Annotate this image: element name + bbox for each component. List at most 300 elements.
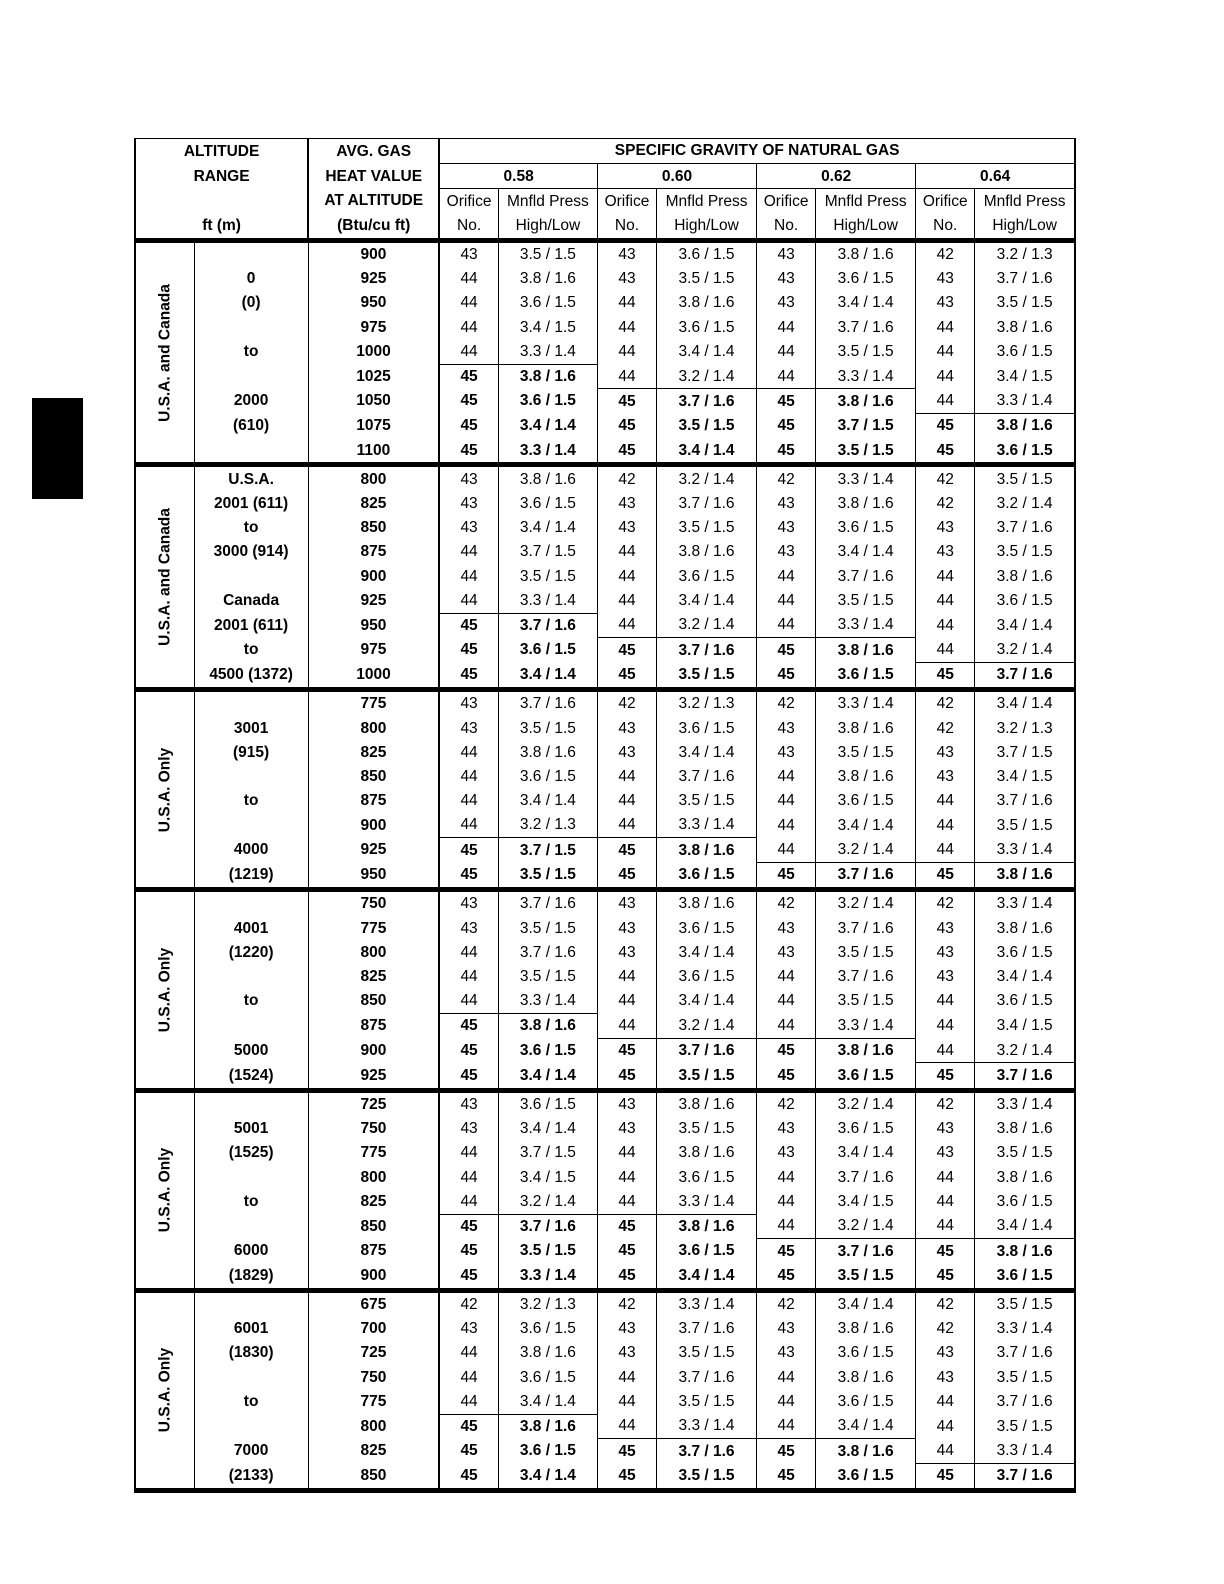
heat-value: 950 bbox=[308, 291, 439, 315]
manifold-pressure: 3.3 / 1.4 bbox=[975, 1317, 1075, 1341]
orifice-no: 43 bbox=[597, 516, 656, 540]
heat-value: 675 bbox=[308, 1290, 439, 1317]
orifice-no: 44 bbox=[597, 965, 656, 989]
table-row bbox=[135, 662, 1075, 689]
orifice-no: 43 bbox=[439, 716, 498, 740]
manifold-pressure: 3.7 / 1.6 bbox=[816, 1165, 916, 1189]
altitude-range-text bbox=[194, 1214, 308, 1239]
manifold-pressure: 3.5 / 1.5 bbox=[656, 414, 756, 439]
orifice-header-no: No. bbox=[757, 214, 816, 241]
orifice-no: 43 bbox=[597, 492, 656, 516]
altitude-range-text: 5000 bbox=[194, 1038, 308, 1063]
orifice-no: 44 bbox=[757, 364, 816, 389]
table-row bbox=[135, 340, 1075, 365]
orifice-no: 44 bbox=[439, 965, 498, 989]
orifice-no: 42 bbox=[597, 465, 656, 492]
orifice-no: 42 bbox=[757, 890, 816, 917]
page-side-tab bbox=[32, 398, 83, 499]
orifice-no: 44 bbox=[597, 315, 656, 339]
orifice-no: 44 bbox=[439, 291, 498, 315]
manifold-pressure: 3.7 / 1.6 bbox=[816, 916, 916, 940]
orifice-no: 45 bbox=[439, 389, 498, 414]
orifice-no: 45 bbox=[916, 1263, 975, 1290]
heat-value: 900 bbox=[308, 1038, 439, 1063]
orifice-no: 45 bbox=[439, 1239, 498, 1264]
table-row bbox=[135, 1038, 1075, 1063]
orifice-no: 44 bbox=[916, 1014, 975, 1039]
altitude-range-text bbox=[194, 1090, 308, 1117]
manifold-pressure: 3.4 / 1.4 bbox=[656, 588, 756, 613]
manifold-pressure: 3.7 / 1.5 bbox=[498, 540, 597, 564]
orifice-no: 43 bbox=[597, 716, 656, 740]
orifice-no: 42 bbox=[916, 1090, 975, 1117]
orifice-no: 44 bbox=[916, 1038, 975, 1063]
orifice-no: 45 bbox=[916, 1063, 975, 1090]
manifold-pressure: 3.6 / 1.5 bbox=[498, 1365, 597, 1389]
altitude-range-text: 4500 (1372) bbox=[194, 662, 308, 689]
manifold-pressure: 3.8 / 1.6 bbox=[816, 1439, 916, 1464]
orifice-no: 44 bbox=[916, 389, 975, 414]
manifold-pressure: 3.4 / 1.4 bbox=[498, 789, 597, 813]
orifice-no: 44 bbox=[916, 1439, 975, 1464]
orifice-no: 45 bbox=[757, 1463, 816, 1490]
sg-value-1: 0.60 bbox=[597, 164, 756, 189]
altitude-range-text: 3000 (914) bbox=[194, 540, 308, 564]
manifold-pressure: 3.5 / 1.5 bbox=[975, 1141, 1075, 1165]
orifice-no: 44 bbox=[757, 340, 816, 365]
table-row bbox=[135, 540, 1075, 564]
altitude-header-line4: ft (m) bbox=[135, 214, 308, 241]
manifold-pressure: 3.5 / 1.5 bbox=[975, 540, 1075, 564]
manifold-pressure: 3.3 / 1.4 bbox=[975, 389, 1075, 414]
orifice-no: 44 bbox=[757, 1165, 816, 1189]
orifice-no: 43 bbox=[597, 916, 656, 940]
manifold-pressure: 3.6 / 1.5 bbox=[656, 716, 756, 740]
manifold-pressure: 3.3 / 1.4 bbox=[656, 1290, 756, 1317]
table-row bbox=[135, 613, 1075, 638]
heat-value: 750 bbox=[308, 890, 439, 917]
orifice-no: 45 bbox=[439, 613, 498, 638]
orifice-no: 45 bbox=[597, 1063, 656, 1090]
altitude-range-text: 4000 bbox=[194, 838, 308, 863]
orifice-no: 44 bbox=[597, 588, 656, 613]
orifice-no: 43 bbox=[757, 916, 816, 940]
orifice-no: 43 bbox=[757, 240, 816, 267]
orifice-no: 43 bbox=[916, 765, 975, 789]
manifold-pressure: 3.7 / 1.5 bbox=[975, 741, 1075, 765]
orifice-no: 44 bbox=[757, 564, 816, 588]
manifold-pressure: 3.8 / 1.6 bbox=[656, 1090, 756, 1117]
orifice-no: 42 bbox=[757, 1090, 816, 1117]
orifice-no: 43 bbox=[597, 741, 656, 765]
manifold-pressure: 3.2 / 1.3 bbox=[498, 813, 597, 838]
manifold-pressure: 3.6 / 1.5 bbox=[498, 1317, 597, 1341]
orifice-no: 44 bbox=[439, 315, 498, 339]
manifold-pressure: 3.6 / 1.5 bbox=[816, 1063, 916, 1090]
manifold-pressure: 3.3 / 1.4 bbox=[975, 890, 1075, 917]
orifice-no: 43 bbox=[916, 741, 975, 765]
table-row bbox=[135, 690, 1075, 717]
heat-value: 725 bbox=[308, 1341, 439, 1365]
manifold-pressure: 3.7 / 1.6 bbox=[656, 1439, 756, 1464]
manifold-pressure: 3.6 / 1.5 bbox=[498, 1090, 597, 1117]
orifice-no: 44 bbox=[439, 340, 498, 365]
manifold-pressure: 3.8 / 1.6 bbox=[498, 364, 597, 389]
manifold-pressure: 3.4 / 1.5 bbox=[975, 1014, 1075, 1039]
manifold-pressure: 3.3 / 1.4 bbox=[816, 690, 916, 717]
orifice-no: 43 bbox=[916, 516, 975, 540]
table-row bbox=[135, 965, 1075, 989]
orifice-no: 45 bbox=[439, 1463, 498, 1490]
manifold-pressure: 3.7 / 1.6 bbox=[975, 1463, 1075, 1490]
manifold-pressure: 3.2 / 1.4 bbox=[816, 1090, 916, 1117]
orifice-no: 43 bbox=[757, 741, 816, 765]
manifold-pressure: 3.4 / 1.5 bbox=[498, 1165, 597, 1189]
manifold-pressure: 3.6 / 1.5 bbox=[816, 516, 916, 540]
manifold-pressure: 3.4 / 1.4 bbox=[656, 1263, 756, 1290]
orifice-no: 43 bbox=[439, 1090, 498, 1117]
manifold-pressure: 3.6 / 1.5 bbox=[498, 765, 597, 789]
manifold-pressure: 3.8 / 1.6 bbox=[975, 1239, 1075, 1264]
manifold-pressure: 3.7 / 1.6 bbox=[656, 492, 756, 516]
orifice-no: 43 bbox=[597, 1090, 656, 1117]
orifice-no: 43 bbox=[916, 941, 975, 965]
manifold-pressure: 3.2 / 1.4 bbox=[656, 465, 756, 492]
manifold-press-header-highlow: High/Low bbox=[975, 214, 1075, 241]
heat-value: 800 bbox=[308, 465, 439, 492]
table-row bbox=[135, 838, 1075, 863]
table-row bbox=[135, 1463, 1075, 1490]
altitude-range-text: (1829) bbox=[194, 1263, 308, 1290]
region-label bbox=[135, 1090, 194, 1290]
sg-value-2: 0.62 bbox=[757, 164, 916, 189]
table-row bbox=[135, 789, 1075, 813]
manifold-pressure: 3.3 / 1.4 bbox=[816, 465, 916, 492]
manifold-pressure: 3.8 / 1.6 bbox=[816, 389, 916, 414]
manifold-pressure: 3.7 / 1.6 bbox=[975, 1063, 1075, 1090]
altitude-range-text: 6000 bbox=[194, 1239, 308, 1264]
manifold-pressure: 3.7 / 1.6 bbox=[975, 267, 1075, 291]
manifold-pressure: 3.3 / 1.4 bbox=[656, 1414, 756, 1439]
table-row bbox=[135, 862, 1075, 889]
manifold-pressure: 3.5 / 1.5 bbox=[656, 1341, 756, 1365]
heat-value: 700 bbox=[308, 1317, 439, 1341]
manifold-pressure: 3.8 / 1.6 bbox=[816, 638, 916, 663]
orifice-no: 43 bbox=[757, 716, 816, 740]
manifold-pressure: 3.8 / 1.6 bbox=[498, 1014, 597, 1039]
manifold-pressure: 3.5 / 1.5 bbox=[498, 965, 597, 989]
orifice-no: 44 bbox=[439, 1389, 498, 1414]
orifice-no: 43 bbox=[916, 965, 975, 989]
orifice-no: 44 bbox=[916, 613, 975, 638]
orifice-no: 44 bbox=[757, 1014, 816, 1039]
orifice-no: 45 bbox=[757, 862, 816, 889]
heat-value: 900 bbox=[308, 240, 439, 267]
orifice-no: 43 bbox=[439, 690, 498, 717]
orifice-no: 45 bbox=[439, 414, 498, 439]
manifold-pressure: 3.4 / 1.4 bbox=[656, 741, 756, 765]
heat-value: 800 bbox=[308, 716, 439, 740]
altitude-range-text bbox=[194, 564, 308, 588]
orifice-no: 44 bbox=[916, 813, 975, 838]
orifice-no: 44 bbox=[757, 965, 816, 989]
altitude-range-text: to bbox=[194, 989, 308, 1014]
orifice-no: 44 bbox=[916, 789, 975, 813]
orifice-no: 45 bbox=[597, 1214, 656, 1239]
orifice-no: 45 bbox=[597, 638, 656, 663]
orifice-no: 43 bbox=[757, 1317, 816, 1341]
orifice-no: 44 bbox=[757, 989, 816, 1014]
orifice-no: 43 bbox=[597, 890, 656, 917]
manifold-pressure: 3.8 / 1.6 bbox=[816, 765, 916, 789]
table-row bbox=[135, 315, 1075, 339]
heat-value: 1025 bbox=[308, 364, 439, 389]
orifice-no: 44 bbox=[916, 1214, 975, 1239]
orifice-no: 45 bbox=[757, 438, 816, 465]
sg-value-3: 0.64 bbox=[916, 164, 1075, 189]
orifice-no: 44 bbox=[597, 613, 656, 638]
heat-value: 875 bbox=[308, 540, 439, 564]
altitude-range-text: (0) bbox=[194, 291, 308, 315]
orifice-no: 44 bbox=[597, 1389, 656, 1414]
orifice-no: 45 bbox=[757, 1263, 816, 1290]
orifice-no: 45 bbox=[597, 1038, 656, 1063]
manifold-pressure: 3.8 / 1.6 bbox=[656, 291, 756, 315]
orifice-no: 45 bbox=[439, 862, 498, 889]
altitude-range-text: (2133) bbox=[194, 1463, 308, 1490]
orifice-no: 44 bbox=[916, 838, 975, 863]
manifold-pressure: 3.7 / 1.6 bbox=[816, 1239, 916, 1264]
altitude-range-text bbox=[194, 315, 308, 339]
orifice-no: 45 bbox=[757, 1038, 816, 1063]
orifice-no: 44 bbox=[757, 1214, 816, 1239]
manifold-pressure: 3.2 / 1.4 bbox=[975, 1038, 1075, 1063]
manifold-pressure: 3.6 / 1.5 bbox=[975, 588, 1075, 613]
manifold-pressure: 3.5 / 1.5 bbox=[498, 240, 597, 267]
orifice-no: 44 bbox=[757, 813, 816, 838]
altitude-range-text bbox=[194, 765, 308, 789]
manifold-pressure: 3.3 / 1.4 bbox=[975, 838, 1075, 863]
heat-value: 875 bbox=[308, 1014, 439, 1039]
heat-value: 850 bbox=[308, 765, 439, 789]
orifice-no: 43 bbox=[439, 492, 498, 516]
manifold-pressure: 3.2 / 1.4 bbox=[816, 1214, 916, 1239]
altitude-range-text: 5001 bbox=[194, 1117, 308, 1141]
orifice-no: 44 bbox=[439, 789, 498, 813]
table-row bbox=[135, 890, 1075, 917]
manifold-press-header: Mnfld Press bbox=[498, 189, 597, 214]
heat-value: 975 bbox=[308, 315, 439, 339]
altitude-range-text: 0 bbox=[194, 267, 308, 291]
orifice-no: 43 bbox=[439, 890, 498, 917]
manifold-pressure: 3.5 / 1.5 bbox=[498, 564, 597, 588]
manifold-pressure: 3.4 / 1.4 bbox=[498, 1117, 597, 1141]
manifold-pressure: 3.5 / 1.5 bbox=[816, 438, 916, 465]
table-row bbox=[135, 1141, 1075, 1165]
orifice-no: 44 bbox=[916, 1165, 975, 1189]
orifice-no: 45 bbox=[597, 838, 656, 863]
manifold-pressure: 3.8 / 1.6 bbox=[975, 1165, 1075, 1189]
manifold-pressure: 3.8 / 1.6 bbox=[816, 1365, 916, 1389]
orifice-no: 43 bbox=[757, 1141, 816, 1165]
heat-value: 1075 bbox=[308, 414, 439, 439]
manifold-press-header: Mnfld Press bbox=[975, 189, 1075, 214]
altitude-range-text: 6001 bbox=[194, 1317, 308, 1341]
manifold-pressure: 3.4 / 1.4 bbox=[816, 1141, 916, 1165]
orifice-no: 44 bbox=[757, 789, 816, 813]
table-row bbox=[135, 364, 1075, 389]
orifice-no: 44 bbox=[439, 941, 498, 965]
altitude-range-text: (1219) bbox=[194, 862, 308, 889]
orifice-no: 44 bbox=[439, 989, 498, 1014]
altitude-range-text bbox=[194, 890, 308, 917]
manifold-pressure: 3.7 / 1.6 bbox=[656, 389, 756, 414]
altitude-range-text: 4001 bbox=[194, 916, 308, 940]
orifice-no: 44 bbox=[916, 340, 975, 365]
manifold-pressure: 3.7 / 1.6 bbox=[816, 315, 916, 339]
manifold-press-header-highlow: High/Low bbox=[498, 214, 597, 241]
table-row bbox=[135, 989, 1075, 1014]
heat-value: 775 bbox=[308, 690, 439, 717]
manifold-pressure: 3.8 / 1.6 bbox=[498, 1341, 597, 1365]
manifold-pressure: 3.5 / 1.5 bbox=[656, 267, 756, 291]
orifice-no: 43 bbox=[757, 492, 816, 516]
region-label bbox=[135, 465, 194, 690]
heat-value: 1000 bbox=[308, 340, 439, 365]
manifold-pressure: 3.8 / 1.6 bbox=[816, 240, 916, 267]
orifice-no: 42 bbox=[916, 890, 975, 917]
table-row bbox=[135, 813, 1075, 838]
table-row bbox=[135, 267, 1075, 291]
manifold-pressure: 3.7 / 1.6 bbox=[816, 965, 916, 989]
orifice-no: 44 bbox=[916, 1389, 975, 1414]
manifold-pressure: 3.5 / 1.5 bbox=[498, 716, 597, 740]
manifold-pressure: 3.3 / 1.4 bbox=[498, 588, 597, 613]
heat-value: 950 bbox=[308, 613, 439, 638]
manifold-pressure: 3.8 / 1.6 bbox=[498, 1414, 597, 1439]
manifold-pressure: 3.8 / 1.6 bbox=[816, 1038, 916, 1063]
orifice-no: 44 bbox=[439, 765, 498, 789]
manifold-pressure: 3.5 / 1.5 bbox=[816, 340, 916, 365]
orifice-no: 45 bbox=[757, 414, 816, 439]
orifice-no: 42 bbox=[597, 690, 656, 717]
manifold-pressure: 3.8 / 1.6 bbox=[498, 741, 597, 765]
manifold-pressure: 3.7 / 1.6 bbox=[498, 1214, 597, 1239]
heat-value: 750 bbox=[308, 1365, 439, 1389]
table-row bbox=[135, 1239, 1075, 1264]
orifice-no: 44 bbox=[597, 1014, 656, 1039]
orifice-no: 45 bbox=[439, 662, 498, 689]
manifold-pressure: 3.4 / 1.4 bbox=[656, 989, 756, 1014]
orifice-no: 43 bbox=[757, 291, 816, 315]
manifold-pressure: 3.7 / 1.6 bbox=[498, 890, 597, 917]
orifice-no: 43 bbox=[439, 516, 498, 540]
heat-value: 850 bbox=[308, 516, 439, 540]
orifice-no: 44 bbox=[597, 789, 656, 813]
table-row bbox=[135, 564, 1075, 588]
region-label-text: U.S.A. Only bbox=[156, 947, 174, 1033]
manifold-pressure: 3.2 / 1.4 bbox=[498, 1189, 597, 1214]
orifice-no: 43 bbox=[916, 540, 975, 564]
orifice-no: 44 bbox=[597, 1165, 656, 1189]
altitude-range-text: 2001 (611) bbox=[194, 492, 308, 516]
orifice-no: 45 bbox=[916, 1239, 975, 1264]
manifold-pressure: 3.4 / 1.4 bbox=[975, 965, 1075, 989]
orifice-no: 44 bbox=[916, 364, 975, 389]
heat-value: 725 bbox=[308, 1090, 439, 1117]
orifice-no: 44 bbox=[916, 638, 975, 663]
altitude-header-line3 bbox=[135, 189, 308, 214]
orifice-no: 44 bbox=[597, 291, 656, 315]
manifold-pressure: 3.7 / 1.5 bbox=[816, 414, 916, 439]
manifold-pressure: 3.4 / 1.4 bbox=[656, 438, 756, 465]
orifice-no: 45 bbox=[597, 389, 656, 414]
manifold-pressure: 3.7 / 1.6 bbox=[975, 516, 1075, 540]
manifold-pressure: 3.8 / 1.6 bbox=[816, 492, 916, 516]
table-row bbox=[135, 1063, 1075, 1090]
manifold-pressure: 3.7 / 1.5 bbox=[498, 838, 597, 863]
manifold-pressure: 3.5 / 1.5 bbox=[816, 588, 916, 613]
orifice-no: 44 bbox=[439, 564, 498, 588]
orifice-no: 42 bbox=[757, 1290, 816, 1317]
heat-value: 800 bbox=[308, 1165, 439, 1189]
heat-value: 825 bbox=[308, 1439, 439, 1464]
table-row bbox=[135, 1317, 1075, 1341]
orifice-no: 45 bbox=[439, 1063, 498, 1090]
manifold-pressure: 3.4 / 1.5 bbox=[498, 315, 597, 339]
manifold-pressure: 3.6 / 1.5 bbox=[656, 965, 756, 989]
orifice-no: 44 bbox=[597, 1414, 656, 1439]
orifice-no: 44 bbox=[439, 1141, 498, 1165]
manifold-pressure: 3.7 / 1.6 bbox=[656, 638, 756, 663]
orifice-no: 44 bbox=[757, 315, 816, 339]
heat-value: 825 bbox=[308, 741, 439, 765]
heat-value: 925 bbox=[308, 838, 439, 863]
manifold-pressure: 3.8 / 1.6 bbox=[975, 315, 1075, 339]
manifold-pressure: 3.7 / 1.6 bbox=[975, 1341, 1075, 1365]
manifold-pressure: 3.8 / 1.6 bbox=[656, 890, 756, 917]
orifice-no: 42 bbox=[916, 240, 975, 267]
manifold-pressure: 3.6 / 1.5 bbox=[656, 240, 756, 267]
manifold-pressure: 3.6 / 1.5 bbox=[656, 315, 756, 339]
manifold-pressure: 3.6 / 1.5 bbox=[975, 340, 1075, 365]
orifice-no: 44 bbox=[439, 267, 498, 291]
manifold-pressure: 3.6 / 1.5 bbox=[816, 267, 916, 291]
manifold-pressure: 3.2 / 1.4 bbox=[656, 364, 756, 389]
manifold-pressure: 3.4 / 1.5 bbox=[816, 1189, 916, 1214]
heat-value: 800 bbox=[308, 941, 439, 965]
manifold-pressure: 3.4 / 1.4 bbox=[656, 340, 756, 365]
manifold-pressure: 3.8 / 1.6 bbox=[816, 716, 916, 740]
manifold-pressure: 3.7 / 1.6 bbox=[656, 1317, 756, 1341]
orifice-no: 42 bbox=[916, 1317, 975, 1341]
orifice-no: 44 bbox=[916, 315, 975, 339]
heat-value: 1050 bbox=[308, 389, 439, 414]
orifice-no: 43 bbox=[439, 465, 498, 492]
manifold-pressure: 3.8 / 1.6 bbox=[975, 916, 1075, 940]
manifold-press-header-highlow: High/Low bbox=[816, 214, 916, 241]
orifice-no: 42 bbox=[916, 492, 975, 516]
heat-header-line1: AVG. GAS bbox=[308, 139, 439, 164]
table-row bbox=[135, 638, 1075, 663]
orifice-header-no: No. bbox=[916, 214, 975, 241]
orifice-no: 45 bbox=[597, 1239, 656, 1264]
orifice-no: 43 bbox=[916, 1141, 975, 1165]
region-label bbox=[135, 1290, 194, 1491]
manifold-pressure: 3.6 / 1.5 bbox=[656, 916, 756, 940]
orifice-header-no: No. bbox=[597, 214, 656, 241]
altitude-range-text bbox=[194, 813, 308, 838]
